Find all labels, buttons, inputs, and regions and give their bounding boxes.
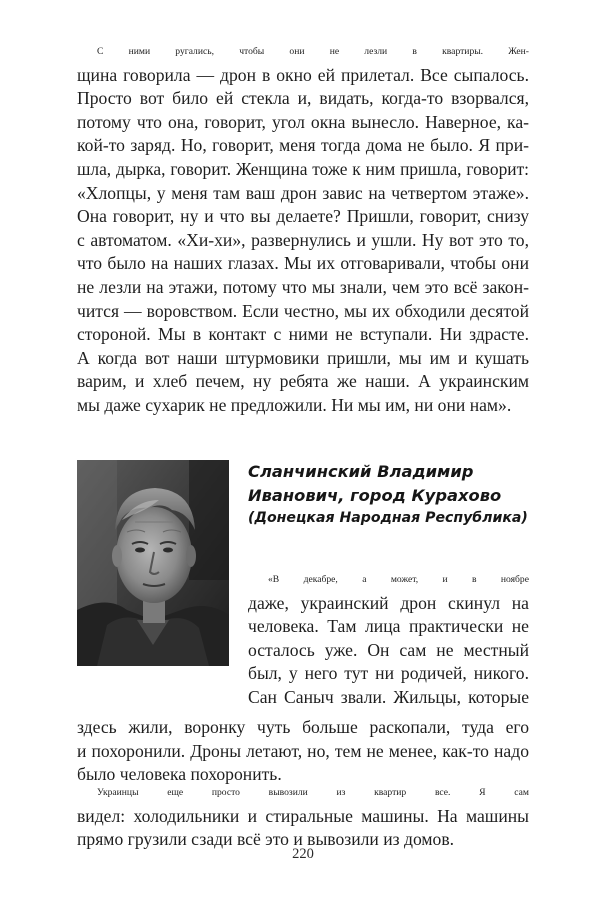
text-line: прямо грузили сзади всё это и вывозили из домов. bbox=[77, 829, 455, 850]
text-line: мы даже сухарик не предложили. Ни мы им, ни они нам». bbox=[77, 394, 512, 415]
text-line: и похоронили. Дроны летают, но, тем не менее, как-то надо bbox=[77, 740, 529, 761]
heading-line: Сланчинский Владимир bbox=[248, 462, 474, 481]
page-number: 220 bbox=[292, 846, 314, 862]
text-line: осталось уже. Он сам не местный bbox=[248, 639, 529, 660]
text-line: варим, и хлеб печем, ну ребята же наши. А украинским bbox=[77, 371, 529, 392]
text-line: с автоматом. «Хи-хи», развернулись и ушли. Ну вот это то, bbox=[77, 229, 529, 250]
text-line: кой-то заряд. Но, говорит, меня тогда дома не было. Я при- bbox=[77, 135, 529, 156]
text-line: А когда вот наши штурмовики пришли, мы им и кушать bbox=[77, 347, 529, 368]
text-line: даже, украинский дрон скинул на bbox=[248, 592, 529, 613]
quote-side-text bbox=[248, 568, 529, 710]
quote-full-text bbox=[77, 716, 529, 787]
text-line: Украинцы еще просто вывозили из квартир все. Я сам bbox=[97, 787, 529, 798]
text-line: стороной. Мы в контакт с ними не вступали. Ни здрасте. bbox=[77, 324, 529, 345]
second-paragraph bbox=[77, 781, 529, 852]
text-line: было человека похоронить. bbox=[77, 764, 282, 785]
heading-line: Иванович, город Курахово bbox=[248, 485, 502, 505]
text-line: «Хлопцы, у меня там ваш дрон завис на четвертом этаже». bbox=[77, 182, 529, 203]
text-line: чится — воровством. Если честно, мы их обходили десятой bbox=[77, 300, 529, 321]
text-line: Она говорит, ну и что вы делаете? Пришли, говорит, снизу bbox=[77, 206, 529, 227]
text-line: не лезли на этажи, потому что мы знали, чем это всё закон- bbox=[77, 276, 529, 297]
intro-paragraph bbox=[77, 40, 529, 418]
text-line: шла, дырка, говорит. Женщина тоже к ним пришла, говорит: bbox=[77, 158, 529, 179]
text-line: «В декабре, а может, и в ноябре bbox=[268, 574, 529, 585]
text-line: потому что она, говорит, угол окна вынесло. Наверное, ка- bbox=[77, 111, 529, 132]
text-line: щина говорила — дрон в окно ей прилетал. Все сыпалось. bbox=[77, 64, 529, 85]
heading-line: (Донецкая Народная Республика) bbox=[248, 510, 528, 527]
text-line: видел: холодильники и стиральные машины. На машины bbox=[77, 805, 529, 826]
book-page bbox=[77, 40, 529, 880]
interviewee-heading bbox=[248, 460, 529, 531]
text-line: С ними ругались, чтобы они не лезли в квартиры. Жен- bbox=[97, 46, 529, 57]
text-line: был, у него тут ни родичей, никого. bbox=[248, 663, 529, 684]
text-line: что было на наших глазах. Мы их отговаривали, чтобы они bbox=[77, 253, 529, 274]
text-line: Просто вот било ей стекла и, видать, когда-то взорвался, bbox=[77, 88, 529, 109]
text-line: человека. Там лица практически не bbox=[248, 616, 529, 637]
text-line: Сан Саныч звали. Жильцы, которые bbox=[248, 686, 529, 707]
text-line: здесь жили, воронку чуть больше раскопали, туда его bbox=[77, 717, 529, 737]
portrait-photo bbox=[77, 460, 229, 666]
